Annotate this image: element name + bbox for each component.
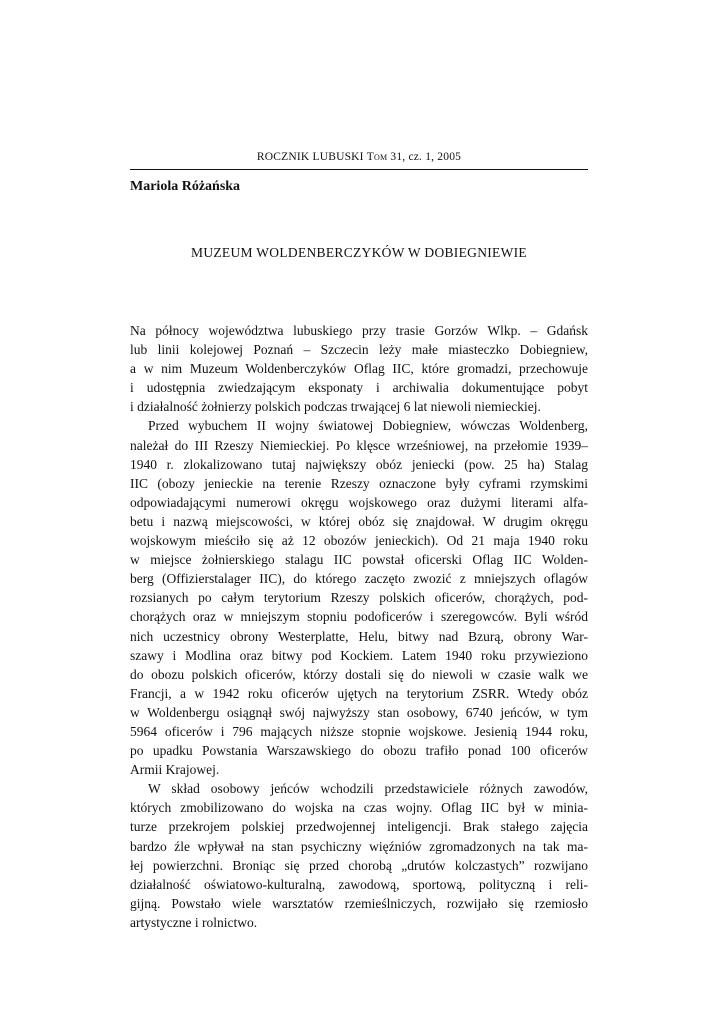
body-line: rozsianych po całym terytorium Rzeszy polskich oficerów, chorążych, pod- (130, 590, 588, 606)
body-line: berg (Offizierstalager IIC), do którego zaczęto zwozić z mniejszych oflagów (130, 571, 588, 587)
body-line: należał do III Rzeszy Niemieckiej. Po klęsce wrześniowej, na przełomie 1939– (130, 437, 588, 453)
body-line: chorążych oraz w mniejszym stopniu podoficerów i szeregowców. Byli wśród (130, 609, 588, 625)
body-line: turze przekrojem polskiej przedwojennej inteligencji. Brak stałego zajęcia (130, 819, 588, 835)
body-paragraph (130, 321, 588, 416)
volume-label: Tom (366, 151, 388, 163)
body-line: po upadku Powstania Warszawskiego do obozu trafiło ponad 100 oficerów (130, 743, 588, 759)
body-line: szawy i Modlina oraz bitwy pod Kockiem. Latem 1940 roku przywieziono (130, 647, 588, 663)
article-title: MUZEUM WOLDENBERCZYKÓW W DOBIEGNIEWIE (191, 245, 527, 260)
body-line: artystyczne i rolnictwo. (130, 914, 258, 930)
body-line: W skład osobowy jeńców wchodzili przedstawiciele różnych zawodów, (148, 781, 588, 797)
body-line: nich uczestnicy obrony Westerplatte, Helu, bitwy nad Bzurą, obrony War- (130, 628, 588, 644)
body-line: do obozu polskich oficerów, którzy dostali się do niewoli w czasie walk we (130, 666, 588, 682)
body-paragraph (130, 779, 588, 932)
body-line: w miejsce żołnierskiego stalagu IIC powstał oficerski Oflag IIC Wolden- (130, 552, 588, 568)
author-name: Mariola Różańska (130, 179, 241, 194)
body-line: łej powierzchni. Broniąc się przed chorobą „drutów kolczastych” rozwijano (130, 857, 588, 873)
body-line: a w nim Muzeum Woldenberczyków Oflag IIC, które gromadzi, przechowuje (130, 361, 588, 377)
body-line: wojskowym mieściło się aż 12 obozów jenieckich). Od 21 maja 1940 roku (130, 533, 588, 549)
body-line: w Woldenbergu osiągnął swój najwyższy stan osobowy, 6740 jeńców, w tym (130, 704, 588, 720)
body-line: działalność oświatowo-kulturalną, zawodową, sportową, polityczną i reli- (130, 876, 588, 892)
header-rule (130, 169, 588, 170)
body-line: Francji, a w 1942 roku oficerów ujętych na terytorium ZSRR. Wtedy obóz (130, 685, 588, 701)
body-line: lub linii kolejowej Poznań – Szczecin leży małe miasteczko Dobiegniew, (130, 342, 588, 358)
body-line: i działalność żołnierzy polskich podczas trwającej 6 lat niewoli niemieckiej. (130, 399, 541, 415)
body-line: których zmobilizowano do wojska na czas wojny. Oflag IIC był w minia- (130, 800, 588, 816)
body-line: IIC (obozy jenieckie na terenie Rzeszy oznaczone były cyframi rzymskimi (130, 475, 588, 491)
body-line: 5964 oficerów i 796 mających niższe stopnie wojskowe. Jesienią 1944 roku, (130, 723, 588, 739)
body-line: 1940 r. zlokalizowano tutaj największy obóz jeniecki (pow. 25 ha) Stalag (130, 456, 588, 472)
body-paragraph (130, 416, 588, 779)
body-line: bardzo źle wpływał na stan psychiczny więźniów zgromadzonych na tak ma- (130, 838, 588, 854)
journal-name: ROCZNIK LUBUSKI (256, 151, 364, 163)
body-line: Armii Krajowej. (130, 762, 220, 778)
body-line: odpowiadającymi numerowi okręgu wojskowego oraz dużymi literami alfa- (130, 494, 588, 510)
body-line: Przed wybuchem II wojny światowej Dobiegniew, wówczas Woldenberg, (148, 418, 588, 434)
volume-details: 31, cz. 1, 2005 (390, 151, 462, 163)
body-line: i udostępnia zwiedzającym eksponaty i archiwalia dokumentujące pobyt (130, 380, 588, 396)
running-header (130, 151, 588, 163)
body-line: gijną. Powstało wiele warsztatów rzemieślniczych, rozwijało się rzemiosło (130, 895, 588, 911)
body-line: Na północy województwa lubuskiego przy trasie Gorzów Wlkp. – Gdańsk (130, 323, 588, 338)
article-body (130, 321, 588, 932)
body-line: betu i nazwą miejscowości, w której obóz się znajdował. W drugim okręgu (130, 513, 588, 529)
